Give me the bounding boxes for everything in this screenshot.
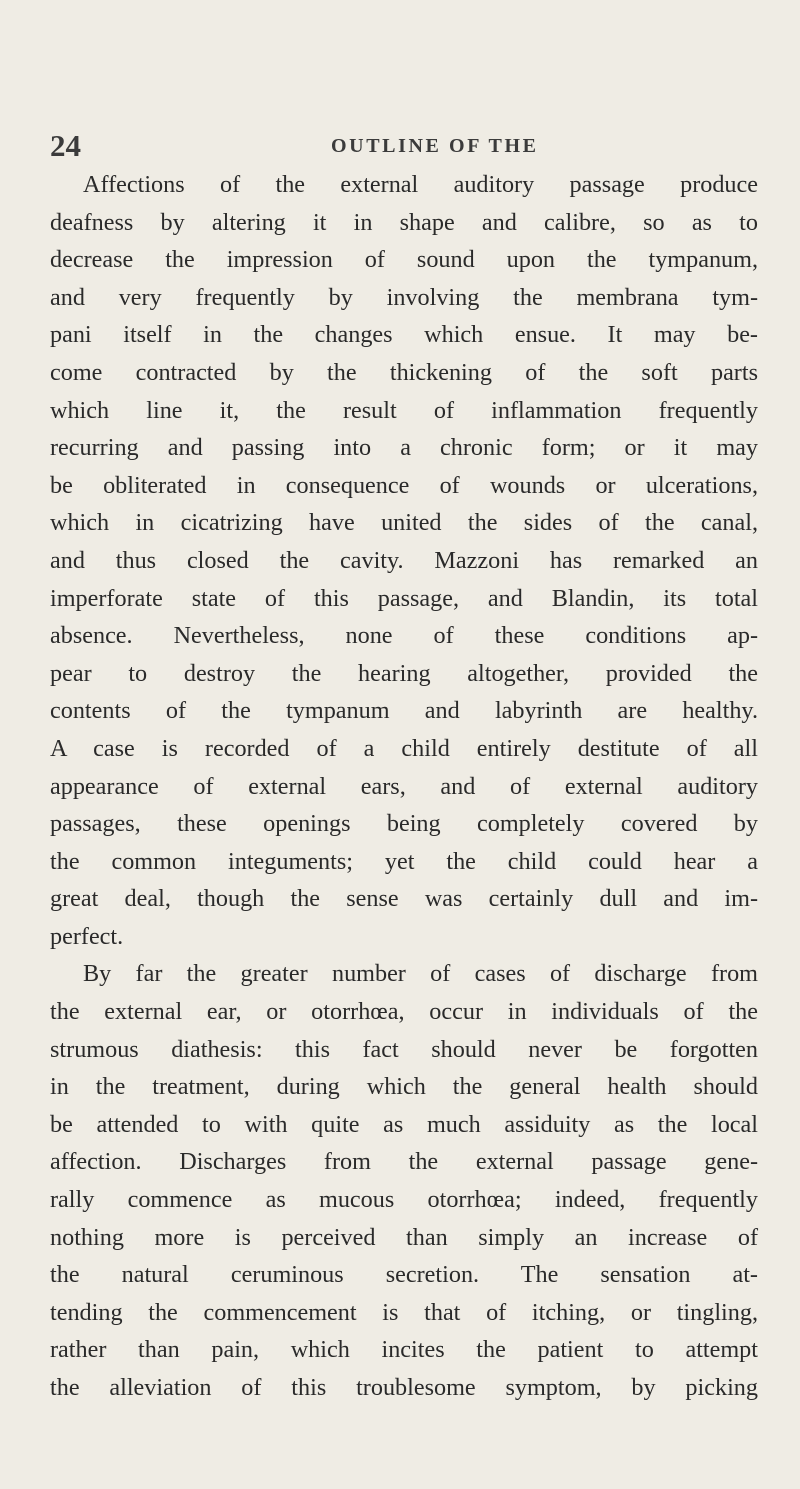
text-line: which in cicatrizing have united the sides of the canal,	[50, 509, 758, 537]
text-line: the external ear, or otorrhœa, occur in individuals of the	[50, 998, 758, 1026]
body-text	[50, 166, 758, 1407]
text-line: deafness by altering it in shape and calibre, so as to	[50, 208, 758, 236]
text-line: rally commence as mucous otorrhœa; indeed, frequently	[50, 1186, 758, 1214]
text-line: recurring and passing into a chronic form; or it may	[50, 434, 758, 462]
text-line: perfect.	[50, 922, 124, 950]
page-number: 24	[50, 128, 81, 163]
text-line: be attended to with quite as much assiduity as the local	[50, 1110, 758, 1138]
text-line: and very frequently by involving the membrana tym-	[50, 283, 758, 311]
text-line: come contracted by the thickening of the soft parts	[50, 358, 758, 386]
text-line: absence. Nevertheless, none of these conditions ap-	[50, 622, 758, 650]
text-line: affection. Discharges from the external passage gene-	[50, 1148, 758, 1176]
text-line: the common integuments; yet the child could hear a	[50, 847, 758, 875]
text-line: pani itself in the changes which ensue. It may be-	[50, 321, 758, 349]
text-line: be obliterated in consequence of wounds or ulcerations,	[50, 471, 758, 499]
text-line: the natural ceruminous secretion. The sensation at-	[50, 1261, 758, 1289]
text-line: and thus closed the cavity. Mazzoni has remarked an	[50, 546, 758, 574]
text-line: appearance of external ears, and of external auditory	[50, 772, 758, 800]
text-line: in the treatment, during which the general health should	[50, 1073, 758, 1101]
text-line: imperforate state of this passage, and Blandin, its total	[50, 584, 758, 612]
text-line: decrease the impression of sound upon the tympanum,	[50, 246, 758, 274]
text-line: strumous diathesis: this fact should never be forgotten	[50, 1035, 758, 1063]
text-line: the alleviation of this troublesome symptom, by picking	[50, 1374, 758, 1401]
text-line: nothing more is perceived than simply an increase of	[50, 1223, 758, 1251]
text-line: pear to destroy the hearing altogether, provided the	[50, 659, 758, 687]
text-line: passages, these openings being completely covered by	[50, 810, 758, 838]
text-line: tending the commencement is that of itching, or tingling,	[50, 1298, 758, 1326]
text-line: great deal, though the sense was certainly dull and im-	[50, 885, 758, 913]
text-line: By far the greater number of cases of discharge from	[83, 960, 758, 988]
text-line: contents of the tympanum and labyrinth are healthy.	[50, 697, 758, 725]
text-line: Affections of the external auditory passage produce	[83, 171, 758, 198]
running-head	[50, 128, 750, 168]
text-line: which line it, the result of inflammation frequently	[50, 396, 758, 424]
text-line: rather than pain, which incites the patient to attempt	[50, 1336, 758, 1364]
text-line: A case is recorded of a child entirely destitute of all	[50, 734, 758, 762]
running-title: OUTLINE OF THE	[331, 135, 539, 157]
